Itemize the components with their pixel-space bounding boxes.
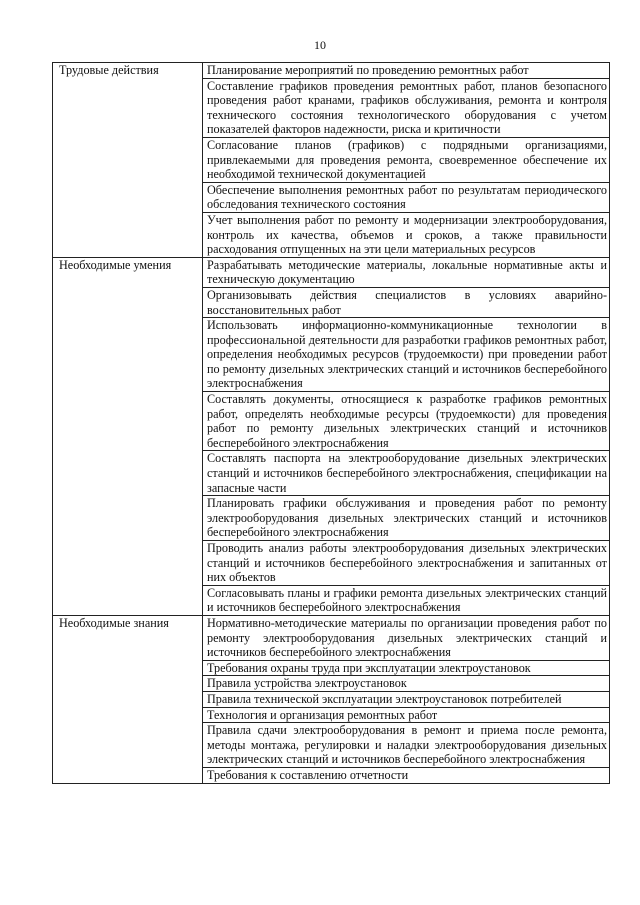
table-cell: Планирование мероприятий по проведению ремонтных работ [203, 63, 610, 79]
table-cell: Требования охраны труда при эксплуатации электроустановок [203, 660, 610, 676]
table-cell: Проводить анализ работы электрооборудования дизельных электрических станций и источников бесперебойного электроснабжения и запитанных от них объектов [203, 541, 610, 586]
table-cell: Учет выполнения работ по ремонту и модернизации электрооборудования, контроль их качества, объемов и сроков, а также правильности расходования отпущенных на эти цели материальных ресурсов [203, 212, 610, 257]
page-number: 10 [314, 38, 326, 52]
section-label-required-knowledge: Необходимые знания [53, 615, 203, 783]
table-row [53, 257, 610, 287]
table-cell: Правила устройства электроустановок [203, 676, 610, 692]
table-cell: Согласовывать планы и графики ремонта дизельных электрических станций и источников бесперебойного электроснабжения [203, 585, 610, 615]
table-cell: Организовывать действия специалистов в условиях аварийно-восстановительных работ [203, 287, 610, 317]
table-cell: Правила сдачи электрооборудования в ремонт и приема после ремонта, методы монтажа, регулировки и наладки электрооборудования дизельных электрических станций и источников бесперебойного электроснабжения [203, 723, 610, 768]
table-cell: Планировать графики обслуживания и проведения работ по ремонту электрооборудования дизельных электрических станций и источников бесперебойного электроснабжения [203, 496, 610, 541]
table-row [53, 615, 610, 660]
table-cell: Согласование планов (графиков) с подрядными организациями, привлекаемыми для проведения ремонта, своевременное обеспечение их необходимой технической документацией [203, 137, 610, 182]
table-cell: Составлять паспорта на электрооборудование дизельных электрических станций и источников бесперебойного электроснабжения, спецификации на запасные части [203, 451, 610, 496]
section-label-labor-actions: Трудовые действия [53, 63, 203, 258]
table-cell: Использовать информационно-коммуникационные технологии в профессиональной деятельности для разработки графиков ремонтных работ, определения необходимых ресурсов (трудоемкости) при проведении работ по ремонту дизельных электрических станций и источников бесперебойного электроснабжения [203, 318, 610, 392]
table-cell: Обеспечение выполнения ремонтных работ по результатам периодического обследования технического состояния [203, 182, 610, 212]
section-label-required-skills: Необходимые умения [53, 257, 203, 615]
competency-table [52, 62, 610, 784]
table-cell: Разрабатывать методические материалы, локальные нормативные акты и техническую документацию [203, 257, 610, 287]
table-cell: Составление графиков проведения ремонтных работ, планов безопасного проведения работ кранами, графиков обслуживания, ремонта и контроля технического состояния технологического оборудования с учетом показателей факторов надежности, риска и критичности [203, 78, 610, 137]
table-cell: Нормативно-методические материалы по организации проведения работ по ремонту электрооборудования дизельных электрических станций и источников бесперебойного электроснабжения [203, 615, 610, 660]
table-cell: Технология и организация ремонтных работ [203, 707, 610, 723]
table-cell: Составлять документы, относящиеся к разработке графиков ремонтных работ, определять необходимые ресурсы (трудоемкости) для проведения работ по ремонту дизельных электрических станций и источников бесперебойного электроснабжения [203, 392, 610, 451]
table-cell: Требования к составлению отчетности [203, 767, 610, 783]
table-cell: Правила технической эксплуатации электроустановок потребителей [203, 691, 610, 707]
table-row [53, 63, 610, 79]
